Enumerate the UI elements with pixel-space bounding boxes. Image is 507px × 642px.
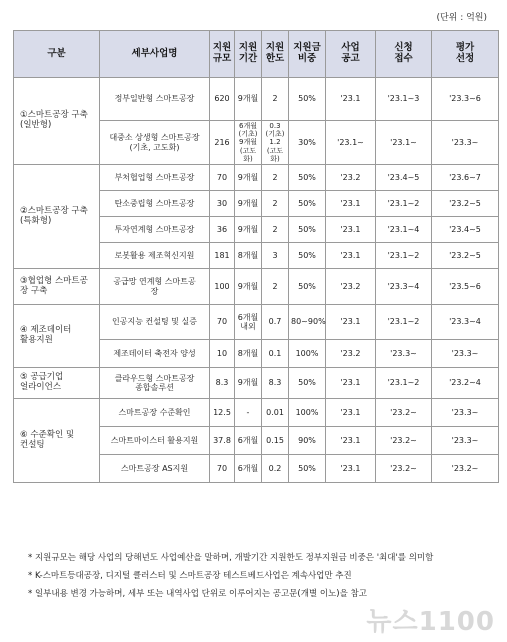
footnote: * 지원규모는 해당 사업의 당해년도 사업예산을 말하며, 개발기간 지원한도 정부지원금 비중은 '최대'를 의미함 bbox=[28, 553, 434, 563]
category-cell: ⑤ 공급기업 얼라이언스 bbox=[14, 368, 100, 399]
category-cell: ①스마트공장 구축 (일반형) bbox=[14, 78, 100, 165]
column-header: 신청 접수 bbox=[376, 31, 432, 78]
value-cell: 9개월 bbox=[235, 78, 262, 121]
column-header: 지원금 비중 bbox=[289, 31, 326, 78]
table-row bbox=[14, 269, 499, 305]
project-name-cell: 부처협업형 스마트공장 bbox=[100, 165, 210, 191]
category-cell: ②스마트공장 구축 (특화형) bbox=[14, 165, 100, 269]
project-name-cell: 공급망 연계형 스마트공 장 bbox=[100, 269, 210, 305]
value-cell: 8.3 bbox=[262, 368, 289, 399]
value-cell: 2 bbox=[262, 217, 289, 243]
value-cell: '23.2 bbox=[326, 340, 376, 368]
value-cell: '23.2~4 bbox=[432, 368, 499, 399]
project-name-cell: 제조데이터 축전자 양성 bbox=[100, 340, 210, 368]
value-cell: 9개월 bbox=[235, 269, 262, 305]
value-cell: 37.8 bbox=[210, 427, 235, 455]
project-name-cell: 스마트공장 수준확인 bbox=[100, 399, 210, 427]
value-cell: 2 bbox=[262, 165, 289, 191]
value-cell: 0.01 bbox=[262, 399, 289, 427]
value-cell: '23.1 bbox=[326, 243, 376, 269]
value-cell: 181 bbox=[210, 243, 235, 269]
category-cell: ③협업형 스마트공 장 구축 bbox=[14, 269, 100, 305]
value-cell: '23.3~6 bbox=[432, 78, 499, 121]
value-cell: '23.1~2 bbox=[376, 305, 432, 340]
value-cell: '23.1~ bbox=[376, 121, 432, 165]
table-row bbox=[14, 399, 499, 427]
value-cell: 2 bbox=[262, 191, 289, 217]
value-cell: 70 bbox=[210, 165, 235, 191]
column-header: 평가 선정 bbox=[432, 31, 499, 78]
value-cell: 50% bbox=[289, 217, 326, 243]
value-cell: 0.3 (기초) 1.2 (고도화) bbox=[262, 121, 289, 165]
value-cell: '23.1~2 bbox=[376, 243, 432, 269]
value-cell: '23.1~4 bbox=[376, 217, 432, 243]
support-program-table bbox=[13, 30, 499, 483]
value-cell: '23.2~5 bbox=[432, 191, 499, 217]
value-cell: '23.3~ bbox=[432, 427, 499, 455]
value-cell: '23.1~3 bbox=[376, 78, 432, 121]
table-header bbox=[14, 31, 499, 78]
value-cell: 6개월 bbox=[235, 455, 262, 483]
column-header: 세부사업명 bbox=[100, 31, 210, 78]
value-cell: '23.4~5 bbox=[432, 217, 499, 243]
value-cell: 50% bbox=[289, 165, 326, 191]
value-cell: 50% bbox=[289, 243, 326, 269]
value-cell: '23.3~4 bbox=[432, 305, 499, 340]
column-header: 구분 bbox=[14, 31, 100, 78]
table-row bbox=[14, 368, 499, 399]
value-cell: '23.1~ bbox=[326, 121, 376, 165]
value-cell: '23.1 bbox=[326, 455, 376, 483]
value-cell: 30% bbox=[289, 121, 326, 165]
project-name-cell: 스마트공장 AS지원 bbox=[100, 455, 210, 483]
value-cell: '23.1 bbox=[326, 399, 376, 427]
value-cell: 100 bbox=[210, 269, 235, 305]
value-cell: 30 bbox=[210, 191, 235, 217]
value-cell: 0.7 bbox=[262, 305, 289, 340]
project-name-cell: 탄소중립형 스마트공장 bbox=[100, 191, 210, 217]
value-cell: '23.1~2 bbox=[376, 191, 432, 217]
project-name-cell: 대중소 상생형 스마트공장 (기초, 고도화) bbox=[100, 121, 210, 165]
column-header: 사업 공고 bbox=[326, 31, 376, 78]
project-name-cell: 투자연계형 스마트공장 bbox=[100, 217, 210, 243]
project-name-cell: 클라우드형 스마트공장 종합솔루션 bbox=[100, 368, 210, 399]
value-cell: 10 bbox=[210, 340, 235, 368]
project-name-cell: 스마트마이스터 활용지원 bbox=[100, 427, 210, 455]
column-header: 지원 기간 bbox=[235, 31, 262, 78]
value-cell: 50% bbox=[289, 78, 326, 121]
value-cell: 216 bbox=[210, 121, 235, 165]
value-cell: 9개월 bbox=[235, 217, 262, 243]
value-cell: 620 bbox=[210, 78, 235, 121]
value-cell: 100% bbox=[289, 399, 326, 427]
value-cell: 9개월 bbox=[235, 368, 262, 399]
value-cell: '23.1 bbox=[326, 217, 376, 243]
category-cell: ④ 제조데이터 활용지원 bbox=[14, 305, 100, 368]
value-cell: '23.2 bbox=[326, 269, 376, 305]
value-cell: '23.3~ bbox=[376, 340, 432, 368]
value-cell: 2 bbox=[262, 78, 289, 121]
category-cell: ⑥ 수준확인 및 컨설팅 bbox=[14, 399, 100, 483]
footnote: * 일부내용 변경 가능하며, 세부 또는 내역사업 단위로 이루어지는 공고문(개별 이노)을 참고 bbox=[28, 588, 367, 599]
value-cell: 70 bbox=[210, 305, 235, 340]
value-cell: 9개월 bbox=[235, 191, 262, 217]
value-cell: '23.1 bbox=[326, 191, 376, 217]
table-body bbox=[14, 78, 499, 483]
value-cell: 8개월 bbox=[235, 243, 262, 269]
value-cell: 8개월 bbox=[235, 340, 262, 368]
value-cell: '23.4~5 bbox=[376, 165, 432, 191]
value-cell: 0.2 bbox=[262, 455, 289, 483]
value-cell: '23.1 bbox=[326, 368, 376, 399]
table-row bbox=[14, 165, 499, 191]
value-cell: 6개월 내외 bbox=[235, 305, 262, 340]
value-cell: '23.5~6 bbox=[432, 269, 499, 305]
value-cell: 50% bbox=[289, 455, 326, 483]
watermark-logo: 뉴스1100 bbox=[366, 607, 495, 637]
footnotes bbox=[28, 553, 493, 607]
value-cell: 2 bbox=[262, 269, 289, 305]
value-cell: 50% bbox=[289, 191, 326, 217]
value-cell: 3 bbox=[262, 243, 289, 269]
project-name-cell: 인공지능 컨설팅 및 실증 bbox=[100, 305, 210, 340]
value-cell: '23.2~ bbox=[376, 455, 432, 483]
value-cell: 0.1 bbox=[262, 340, 289, 368]
value-cell: '23.2~5 bbox=[432, 243, 499, 269]
value-cell: 70 bbox=[210, 455, 235, 483]
value-cell: 50% bbox=[289, 368, 326, 399]
unit-label: (단위 : 억원) bbox=[436, 13, 487, 23]
value-cell: 6개월 (기초) 9개월 (고도화) bbox=[235, 121, 262, 165]
value-cell: '23.2~ bbox=[376, 399, 432, 427]
project-name-cell: 정부일반형 스마트공장 bbox=[100, 78, 210, 121]
value-cell: - bbox=[235, 399, 262, 427]
table-row bbox=[14, 78, 499, 121]
value-cell: '23.2~ bbox=[376, 427, 432, 455]
value-cell: '23.2~ bbox=[432, 455, 499, 483]
value-cell: '23.1~2 bbox=[376, 368, 432, 399]
value-cell: '23.3~ bbox=[432, 340, 499, 368]
footnote: * K-스마트등대공장, 디지털 클러스터 및 스마트공장 테스트베드사업은 계속사업만 추진 bbox=[28, 570, 352, 581]
value-cell: 6개월 bbox=[235, 427, 262, 455]
value-cell: 36 bbox=[210, 217, 235, 243]
value-cell: 90% bbox=[289, 427, 326, 455]
value-cell: '23.3~ bbox=[432, 399, 499, 427]
value-cell: '23.2 bbox=[326, 165, 376, 191]
column-header: 지원 규모 bbox=[210, 31, 235, 78]
column-header: 지원 한도 bbox=[262, 31, 289, 78]
value-cell: 80~90% bbox=[289, 305, 326, 340]
value-cell: '23.1 bbox=[326, 78, 376, 121]
value-cell: '23.3~4 bbox=[376, 269, 432, 305]
value-cell: 12.5 bbox=[210, 399, 235, 427]
value-cell: '23.1 bbox=[326, 427, 376, 455]
value-cell: '23.3~ bbox=[432, 121, 499, 165]
value-cell: 8.3 bbox=[210, 368, 235, 399]
value-cell: '23.6~7 bbox=[432, 165, 499, 191]
value-cell: 0.15 bbox=[262, 427, 289, 455]
value-cell: 50% bbox=[289, 269, 326, 305]
value-cell: 9개월 bbox=[235, 165, 262, 191]
table-row bbox=[14, 305, 499, 340]
project-name-cell: 로봇활용 제조혁신지원 bbox=[100, 243, 210, 269]
value-cell: 100% bbox=[289, 340, 326, 368]
value-cell: '23.1 bbox=[326, 305, 376, 340]
